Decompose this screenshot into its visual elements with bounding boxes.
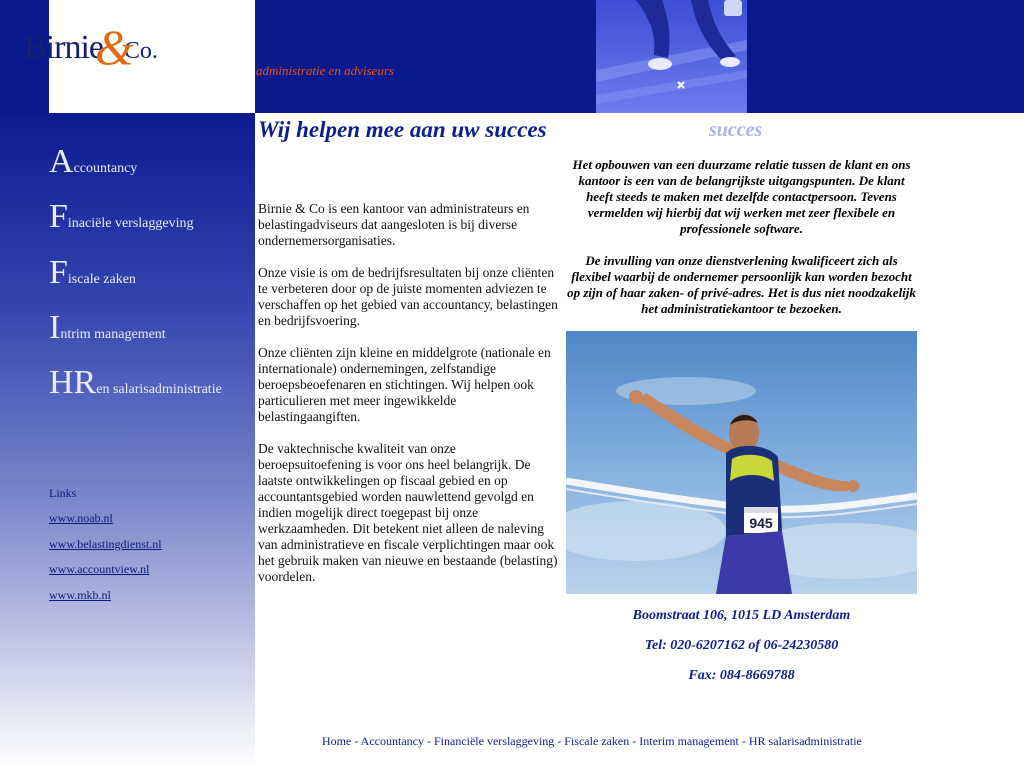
nav-label: inaciële verslaggeving (67, 216, 194, 231)
logo-suffix: Co. (123, 38, 158, 64)
nav-initial: F (49, 198, 68, 235)
nav-initial: I (49, 309, 61, 346)
nav-accountancy[interactable] (49, 143, 137, 181)
paragraph: De invulling van onze dienstverlening kwalificeert zich als flexibel waarbij de ondernemer persoonlijk kan worden bezocht op zijn of haar zaken- of privé-adres. Het is dus niet noodzakelijk het administratiekantoor te bezoeken. (567, 253, 916, 316)
footer-separator: - (554, 734, 565, 748)
highlight-text (566, 157, 917, 333)
nav-initial: F (49, 254, 68, 291)
footer-link-hr-salarisadministratie[interactable]: HR salarisadministratie (748, 734, 862, 748)
link-belastingdienst[interactable]: www.belastingdienst.nl (49, 537, 162, 551)
contact-address: Boomstraat 106, 1015 LD Amsterdam (632, 608, 851, 623)
header-runner-photo (596, 0, 747, 113)
paragraph: Onze visie is om de bedrijfsresultaten bij onze cliënten te verbeteren door op de juiste momenten adviezen te verschaffen op het gebied van accountancy, belastingen en bedrijfsvoering. (258, 265, 558, 328)
nav-financiele-verslaggeving[interactable] (49, 198, 193, 236)
nav-label: ccountancy (73, 161, 138, 176)
links-heading: Links (49, 486, 77, 500)
logo[interactable] (24, 12, 158, 75)
nav-intrim-management[interactable] (49, 309, 166, 347)
nav-label: ntrim management (60, 327, 166, 342)
contact-fax: Fax: 084-8669788 (688, 668, 795, 683)
footer-separator: - (351, 734, 361, 748)
nav-hr-salarisadministratie[interactable] (49, 364, 222, 402)
footer-link-accountancy[interactable]: Accountancy (360, 734, 424, 748)
footer-link-financiele-verslaggeving[interactable]: Financiële verslaggeving (433, 734, 555, 748)
footer-nav (322, 734, 862, 749)
nav-initial: A (49, 143, 74, 180)
paragraph: De vaktechnische kwaliteit van onze beroepsuitoefening is voor ons heel belangrijk. De laatste ontwikkelingen op fiscaal gebied en op accountantsgebied worden nauwlettend gevolgd en indien mogelijk direct toegepast bij onze werkzaamheden. Dit betekent niet alleen de naleving van administratieve en fiscale verplichtingen maar ook het gebruik maken van nieuwe en bestaande (belasting) voordelen. (258, 441, 558, 584)
logo-name: Birnie (24, 29, 103, 66)
paragraph: Birnie & Co is een kantoor van administrateurs en belastingadviseurs dat aangesloten is bij diverse ondernemersorganisaties. (258, 201, 530, 248)
footer-separator: - (629, 734, 640, 748)
nav-label: en salarisadministratie (96, 382, 222, 397)
contact-phone: Tel: 020-6207162 of 06-24230580 (644, 638, 839, 653)
ghost-heading: succes (709, 119, 763, 141)
page-title: Wij helpen mee aan uw succes (258, 117, 547, 142)
nav-label: iscale zaken (67, 272, 136, 287)
tagline: administratie en adviseurs (256, 63, 394, 78)
link-accountview[interactable]: www.accountview.nl (49, 562, 150, 576)
paragraph: Onze cliënten zijn kleine en middelgrote (nationale en internationale) ondernemingen, zelfstandige beroepsbeoefenaren en stichtingen. Wij helpen ook particulieren met meer ingewikkelde belastingaangiften. (258, 345, 551, 424)
nav-initial: HR (49, 364, 97, 401)
link-noab[interactable]: www.noab.nl (49, 511, 113, 525)
logo-ampersand: & (94, 19, 134, 75)
footer-separator: - (423, 734, 434, 748)
intro-text (258, 201, 558, 601)
nav-fiscale-zaken[interactable] (49, 254, 136, 292)
runner-bib-number: 945 (749, 515, 773, 531)
footer-link-interim-management[interactable]: Interim management (639, 734, 739, 748)
runner-finish-photo (566, 331, 917, 594)
footer-separator: - (738, 734, 749, 748)
link-mkb[interactable]: www.mkb.nl (49, 588, 111, 602)
paragraph: Het opbouwen van een duurzame relatie tussen de klant en ons kantoor is een van de belangrijkste uitgangspunten. De klant heeft steeds te maken met dezelfde contactpersoon. Tevens vermelden wij hierbij dat wij werken met zeer flexibele en professionele software. (572, 157, 911, 236)
footer-link-home[interactable]: Home (322, 734, 352, 748)
footer-link-fiscale-zaken[interactable]: Fiscale zaken (564, 734, 630, 748)
